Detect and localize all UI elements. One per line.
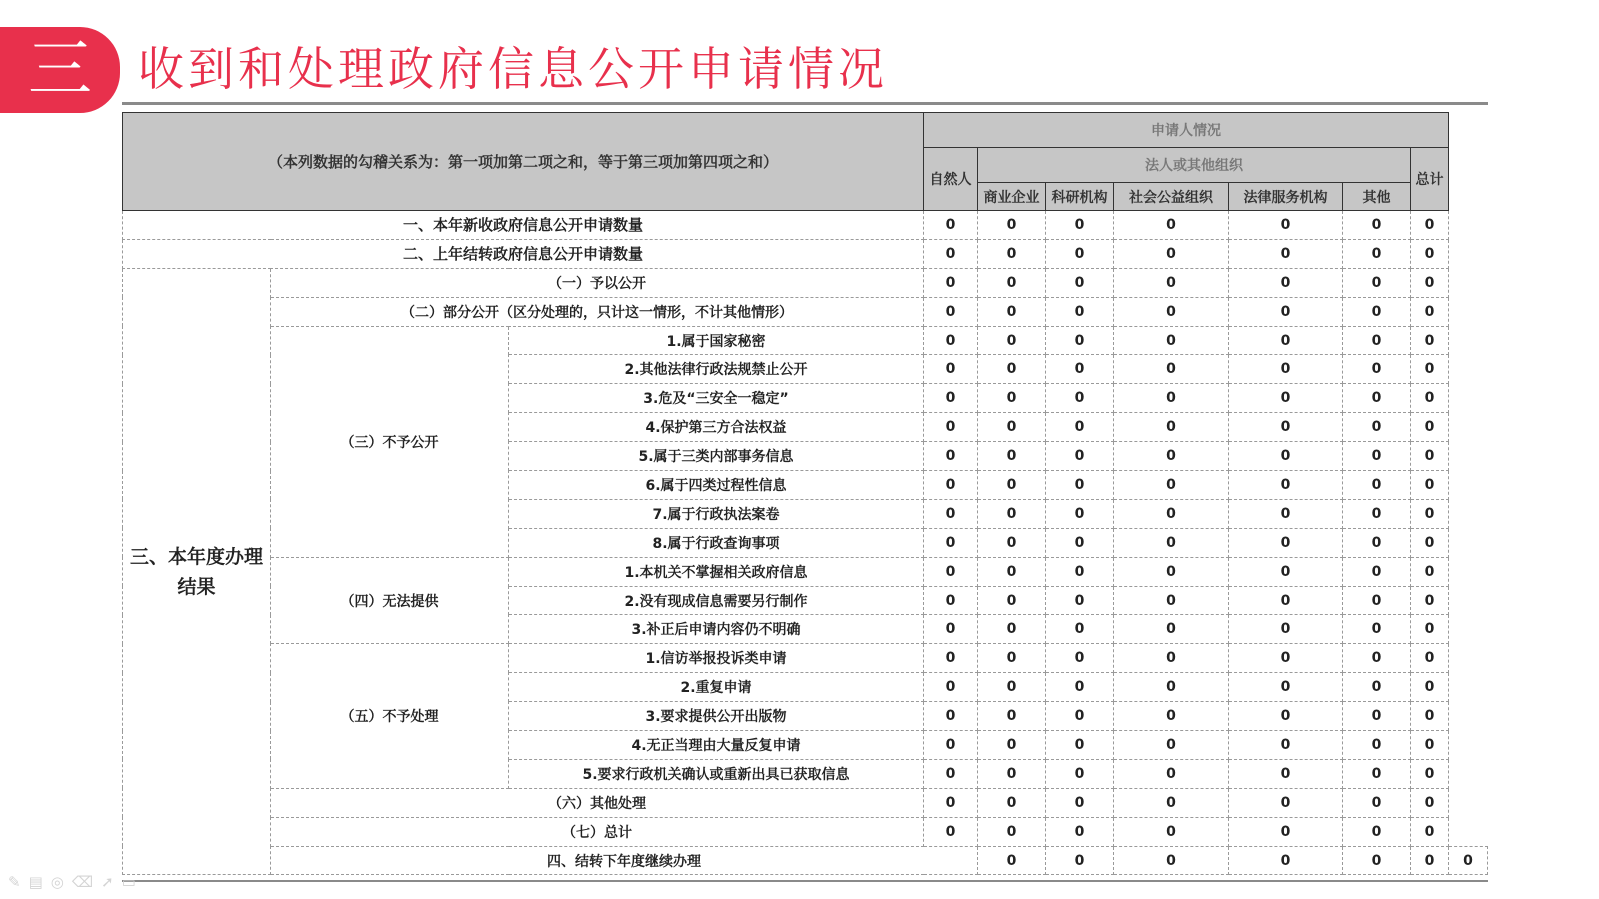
value-cell: 0 — [924, 702, 978, 731]
value-cell: 0 — [1046, 384, 1114, 413]
row-label: 3.补正后申请内容仍不明确 — [509, 615, 924, 644]
value-cell: 0 — [1046, 268, 1114, 297]
value-cell: 0 — [1411, 644, 1449, 673]
value-cell: 0 — [1229, 644, 1343, 673]
row-label: 8.属于行政查询事项 — [509, 528, 924, 557]
value-cell: 0 — [1114, 759, 1229, 788]
value-cell: 0 — [1046, 586, 1114, 615]
value-cell: 0 — [1343, 268, 1411, 297]
value-cell: 0 — [1411, 413, 1449, 442]
value-cell: 0 — [1114, 644, 1229, 673]
value-cell: 0 — [1411, 557, 1449, 586]
value-cell: 0 — [978, 326, 1046, 355]
value-cell: 0 — [1046, 442, 1114, 471]
value-cell: 0 — [978, 471, 1046, 500]
value-cell: 0 — [978, 557, 1046, 586]
value-cell: 0 — [1229, 846, 1343, 875]
value-cell: 0 — [1343, 297, 1411, 326]
value-cell: 0 — [1343, 384, 1411, 413]
value-cell: 0 — [1229, 817, 1343, 846]
value-cell: 0 — [978, 413, 1046, 442]
pointer-icon[interactable]: ➚ — [101, 873, 114, 891]
applicant-header: 申请人情况 — [924, 113, 1449, 148]
value-cell: 0 — [1229, 442, 1343, 471]
value-cell: 0 — [978, 731, 1046, 760]
title-underline — [122, 102, 1488, 105]
row-label: 5.要求行政机关确认或重新出具已获取信息 — [509, 759, 924, 788]
value-cell: 0 — [1114, 499, 1229, 528]
value-cell: 0 — [1046, 615, 1114, 644]
value-cell: 0 — [1411, 731, 1449, 760]
column-header: 法律服务机构 — [1229, 183, 1343, 211]
reconciliation-note: （本列数据的勾稽关系为：第一项加第二项之和，等于第三项加第四项之和） — [123, 113, 924, 211]
row-label: 2.重复申请 — [509, 673, 924, 702]
value-cell: 0 — [1046, 499, 1114, 528]
value-cell: 0 — [1343, 528, 1411, 557]
pen-icon[interactable]: ✎ — [8, 873, 21, 891]
value-cell: 0 — [1229, 557, 1343, 586]
value-cell: 0 — [1411, 268, 1449, 297]
row-label: 7.属于行政执法案卷 — [509, 499, 924, 528]
value-cell: 0 — [1046, 702, 1114, 731]
value-cell: 0 — [1046, 846, 1114, 875]
value-cell: 0 — [1114, 211, 1229, 240]
row-label: （七）总计 — [271, 817, 924, 846]
column-header: 科研机构 — [1046, 183, 1114, 211]
value-cell: 0 — [1411, 442, 1449, 471]
value-cell: 0 — [1114, 239, 1229, 268]
table-row — [123, 268, 1488, 297]
row-label: 3.要求提供公开出版物 — [509, 702, 924, 731]
value-cell: 0 — [1114, 673, 1229, 702]
value-cell: 0 — [1411, 326, 1449, 355]
value-cell: 0 — [1343, 817, 1411, 846]
value-cell: 0 — [1046, 731, 1114, 760]
value-cell: 0 — [1114, 471, 1229, 500]
row-label: （二）部分公开（区分处理的，只计这一情形，不计其他情形） — [271, 297, 924, 326]
value-cell: 0 — [1411, 817, 1449, 846]
value-cell: 0 — [924, 528, 978, 557]
value-cell: 0 — [1046, 355, 1114, 384]
row-label: 2.没有现成信息需要另行制作 — [509, 586, 924, 615]
row-label: （一）予以公开 — [271, 268, 924, 297]
value-cell: 0 — [1343, 239, 1411, 268]
column-header: 其他 — [1343, 183, 1411, 211]
value-cell: 0 — [1114, 586, 1229, 615]
value-cell: 0 — [978, 442, 1046, 471]
value-cell: 0 — [1114, 268, 1229, 297]
value-cell: 0 — [1046, 528, 1114, 557]
value-cell: 0 — [1343, 759, 1411, 788]
value-cell: 0 — [1229, 384, 1343, 413]
row-label: 3.危及“三安全一稳定” — [509, 384, 924, 413]
value-cell: 0 — [1411, 499, 1449, 528]
value-cell: 0 — [1343, 731, 1411, 760]
value-cell: 0 — [1411, 788, 1449, 817]
natural-person-header: 自然人 — [924, 148, 978, 211]
value-cell: 0 — [1343, 499, 1411, 528]
value-cell: 0 — [978, 499, 1046, 528]
value-cell: 0 — [978, 239, 1046, 268]
eraser-icon[interactable]: ⌫ — [71, 873, 94, 891]
value-cell: 0 — [924, 673, 978, 702]
value-cell: 0 — [1343, 326, 1411, 355]
value-cell: 0 — [978, 297, 1046, 326]
value-cell: 0 — [1229, 499, 1343, 528]
group-label-withheld: （三）不予公开 — [271, 326, 509, 557]
group-label-not-processed: （五）不予处理 — [271, 644, 509, 788]
value-cell: 0 — [1046, 471, 1114, 500]
table-row — [123, 788, 1488, 817]
value-cell: 0 — [978, 644, 1046, 673]
value-cell: 0 — [978, 586, 1046, 615]
value-cell: 0 — [1411, 673, 1449, 702]
value-cell: 0 — [924, 788, 978, 817]
value-cell: 0 — [1229, 788, 1343, 817]
value-cell: 0 — [1114, 731, 1229, 760]
value-cell: 0 — [1229, 413, 1343, 442]
value-cell: 0 — [924, 413, 978, 442]
row-label: （六）其他处理 — [271, 788, 924, 817]
row-label: 5.属于三类内部事务信息 — [509, 442, 924, 471]
value-cell: 0 — [1046, 239, 1114, 268]
group-label-unavailable: （四）无法提供 — [271, 557, 509, 644]
value-cell: 0 — [1343, 211, 1411, 240]
value-cell: 0 — [1114, 817, 1229, 846]
result-group-label: 三、本年度办理结果 — [123, 268, 271, 875]
value-cell: 0 — [924, 239, 978, 268]
value-cell: 0 — [1229, 586, 1343, 615]
table-row — [123, 846, 1488, 875]
slideshow-toolbar — [8, 873, 136, 891]
value-cell: 0 — [1343, 644, 1411, 673]
value-cell: 0 — [978, 528, 1046, 557]
value-cell: 0 — [1046, 413, 1114, 442]
value-cell: 0 — [1343, 788, 1411, 817]
value-cell: 0 — [1114, 615, 1229, 644]
value-cell: 0 — [978, 355, 1046, 384]
value-cell: 0 — [1114, 528, 1229, 557]
value-cell: 0 — [1046, 297, 1114, 326]
value-cell: 0 — [1411, 615, 1449, 644]
value-cell: 0 — [1343, 355, 1411, 384]
value-cell: 0 — [1046, 788, 1114, 817]
row-label: 6.属于四类过程性信息 — [509, 471, 924, 500]
table-row — [123, 817, 1488, 846]
value-cell: 0 — [924, 817, 978, 846]
legal-entity-header: 法人或其他组织 — [978, 148, 1411, 183]
column-header: 社会公益组织 — [1114, 183, 1229, 211]
value-cell: 0 — [1046, 557, 1114, 586]
value-cell: 0 — [924, 442, 978, 471]
row-label: 4.保护第三方合法权益 — [509, 413, 924, 442]
row-label: 一、本年新收政府信息公开申请数量 — [123, 211, 924, 240]
value-cell: 0 — [1343, 702, 1411, 731]
value-cell: 0 — [1114, 326, 1229, 355]
value-cell: 0 — [924, 384, 978, 413]
value-cell: 0 — [1411, 586, 1449, 615]
value-cell: 0 — [1411, 846, 1449, 875]
value-cell: 0 — [1229, 268, 1343, 297]
value-cell: 0 — [1114, 557, 1229, 586]
column-header: 商业企业 — [978, 183, 1046, 211]
value-cell: 0 — [1343, 471, 1411, 500]
row-label: 4.无正当理由大量反复申请 — [509, 731, 924, 760]
value-cell: 0 — [924, 586, 978, 615]
value-cell: 0 — [1343, 615, 1411, 644]
value-cell: 0 — [1411, 239, 1449, 268]
value-cell: 0 — [978, 384, 1046, 413]
value-cell: 0 — [978, 702, 1046, 731]
value-cell: 0 — [1411, 702, 1449, 731]
table-row — [123, 239, 1488, 268]
value-cell: 0 — [978, 788, 1046, 817]
table-row — [123, 297, 1488, 326]
row-label: 1.信访举报投诉类申请 — [509, 644, 924, 673]
value-cell: 0 — [924, 759, 978, 788]
value-cell: 0 — [1343, 442, 1411, 471]
value-cell: 0 — [1046, 817, 1114, 846]
value-cell: 0 — [978, 211, 1046, 240]
value-cell: 0 — [1411, 211, 1449, 240]
row-label: 2.其他法律行政法规禁止公开 — [509, 355, 924, 384]
value-cell: 0 — [924, 615, 978, 644]
value-cell: 0 — [1046, 759, 1114, 788]
value-cell: 0 — [978, 817, 1046, 846]
value-cell: 0 — [1411, 759, 1449, 788]
screen-icon[interactable]: ▭ — [121, 873, 136, 891]
value-cell: 0 — [978, 615, 1046, 644]
value-cell: 0 — [1046, 211, 1114, 240]
value-cell: 0 — [1229, 297, 1343, 326]
value-cell: 0 — [1114, 355, 1229, 384]
value-cell: 0 — [1229, 615, 1343, 644]
value-cell: 0 — [1343, 557, 1411, 586]
table-row — [123, 644, 1488, 673]
value-cell: 0 — [978, 759, 1046, 788]
value-cell: 0 — [1411, 528, 1449, 557]
value-cell: 0 — [924, 326, 978, 355]
value-cell: 0 — [1449, 846, 1488, 875]
value-cell: 0 — [1229, 239, 1343, 268]
row-label: 二、上年结转政府信息公开申请数量 — [123, 239, 924, 268]
value-cell: 0 — [978, 673, 1046, 702]
value-cell: 0 — [1411, 355, 1449, 384]
section-number-badge: 三 — [0, 27, 120, 113]
value-cell: 0 — [1114, 788, 1229, 817]
value-cell: 0 — [1229, 759, 1343, 788]
value-cell: 0 — [1046, 644, 1114, 673]
value-cell: 0 — [1229, 355, 1343, 384]
value-cell: 0 — [1229, 211, 1343, 240]
value-cell: 0 — [1229, 471, 1343, 500]
value-cell: 0 — [1114, 413, 1229, 442]
value-cell: 0 — [1114, 297, 1229, 326]
table-row — [123, 557, 1488, 586]
value-cell: 0 — [1343, 413, 1411, 442]
value-cell: 0 — [1229, 528, 1343, 557]
value-cell: 0 — [1114, 384, 1229, 413]
value-cell: 0 — [924, 644, 978, 673]
value-cell: 0 — [924, 355, 978, 384]
row-label: 1.属于国家秘密 — [509, 326, 924, 355]
value-cell: 0 — [1229, 731, 1343, 760]
value-cell: 0 — [978, 268, 1046, 297]
value-cell: 0 — [924, 297, 978, 326]
notes-icon[interactable]: ▤ — [28, 873, 43, 891]
value-cell: 0 — [1046, 326, 1114, 355]
table-row — [123, 211, 1488, 240]
value-cell: 0 — [1229, 673, 1343, 702]
value-cell: 0 — [1114, 702, 1229, 731]
value-cell: 0 — [1046, 673, 1114, 702]
table-row — [123, 326, 1488, 355]
value-cell: 0 — [1411, 384, 1449, 413]
value-cell: 0 — [1229, 326, 1343, 355]
page-title: 收到和处理政府信息公开申请情况 — [138, 42, 888, 96]
value-cell: 0 — [1114, 442, 1229, 471]
value-cell: 0 — [924, 268, 978, 297]
disclosure-table — [122, 112, 1488, 875]
value-cell: 0 — [1411, 471, 1449, 500]
value-cell: 0 — [1343, 673, 1411, 702]
value-cell: 0 — [924, 731, 978, 760]
value-cell: 0 — [924, 499, 978, 528]
value-cell: 0 — [978, 846, 1046, 875]
value-cell: 0 — [924, 211, 978, 240]
value-cell: 0 — [1411, 297, 1449, 326]
value-cell: 0 — [1114, 846, 1229, 875]
highlighter-icon[interactable]: ◎ — [50, 873, 64, 891]
value-cell: 0 — [1343, 846, 1411, 875]
value-cell: 0 — [1343, 586, 1411, 615]
row-label: 四、结转下年度继续办理 — [271, 846, 978, 875]
total-header: 总计 — [1411, 148, 1449, 211]
value-cell: 0 — [1229, 702, 1343, 731]
bottom-rule — [122, 880, 1488, 882]
value-cell: 0 — [924, 471, 978, 500]
row-label: 1.本机关不掌握相关政府信息 — [509, 557, 924, 586]
value-cell: 0 — [924, 557, 978, 586]
